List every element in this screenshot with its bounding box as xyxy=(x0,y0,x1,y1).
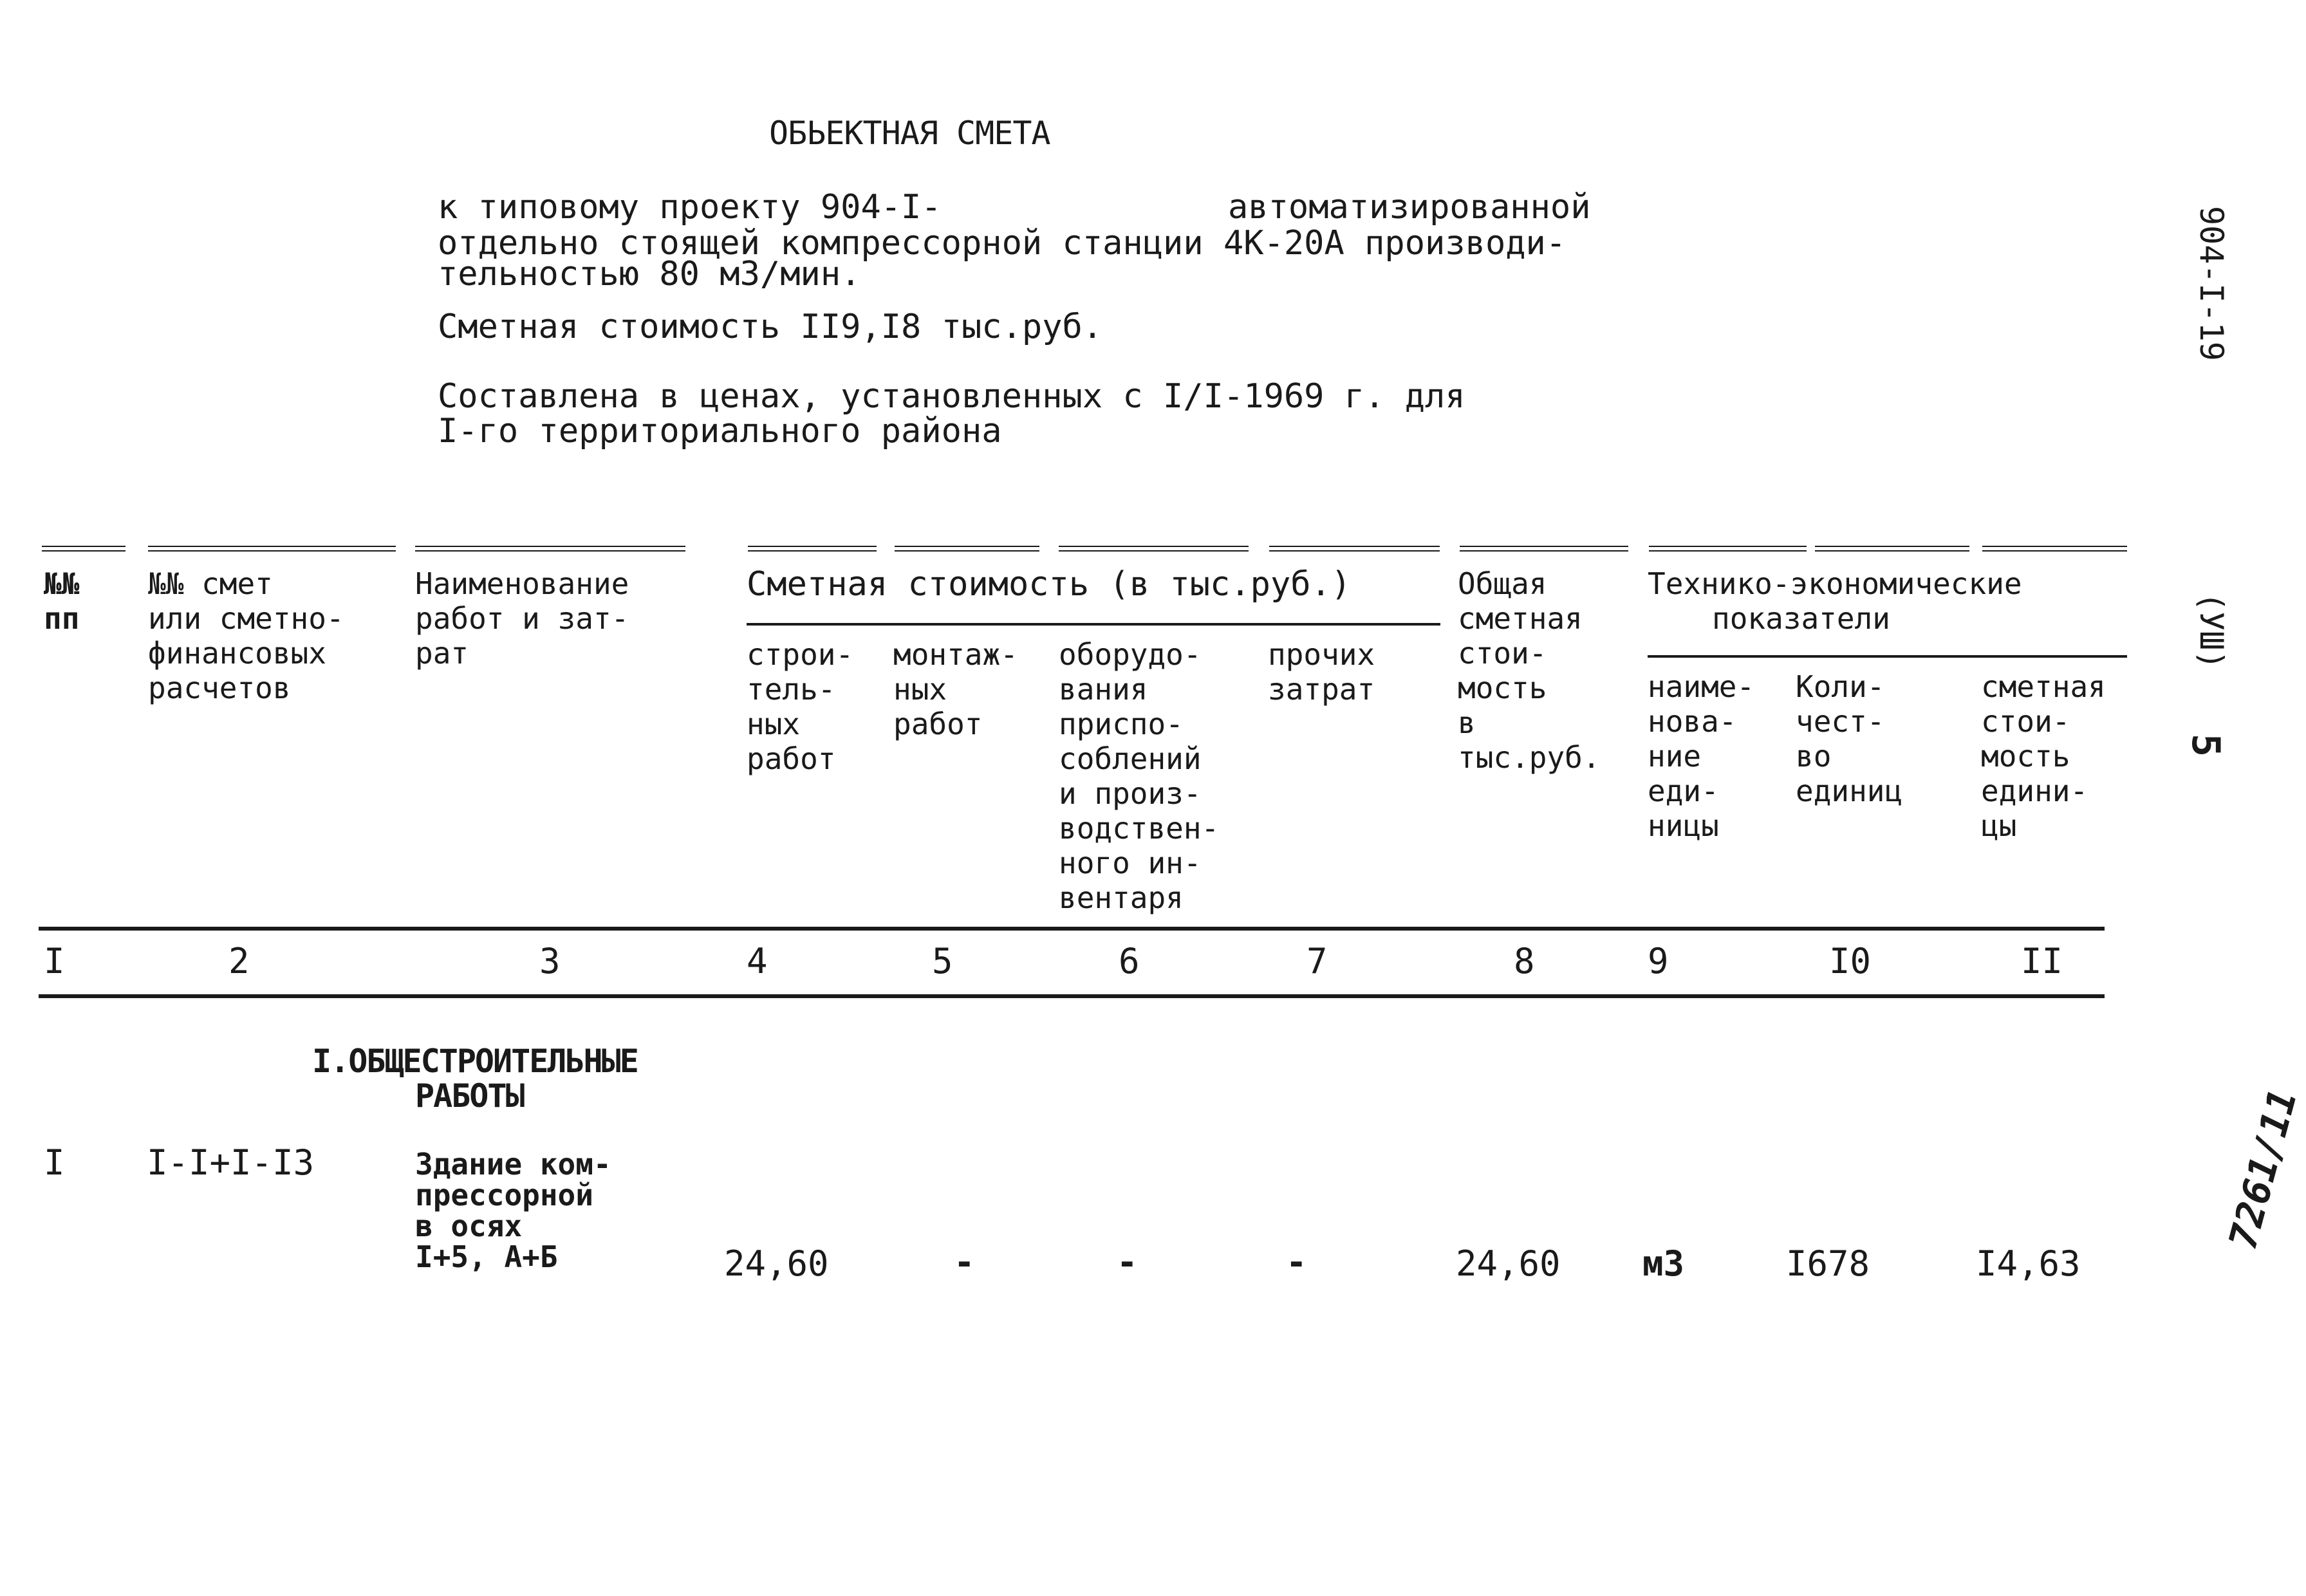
prices-line-1: Составлена в ценах, установленных с I/I-1969 г. для xyxy=(438,377,1465,416)
row-unit-cost: I4,63 xyxy=(1976,1243,2081,1284)
header-col-3: Наименование работ и зат- рат xyxy=(415,566,629,671)
numbers-bottom-rule xyxy=(39,994,2105,998)
colnum-4: 4 xyxy=(747,941,768,981)
colnum-11: II xyxy=(2021,941,2063,981)
header-col-7: прочих затрат xyxy=(1268,637,1375,707)
intro-line-2: отдельно стоящей компрессорной станции 4К-20А производи- xyxy=(438,224,1567,263)
header-col-4: строи- тель- ных работ xyxy=(747,637,854,776)
intro-line-1a: к типовому проекту 904-I- xyxy=(438,188,942,227)
row-installation-cost: - xyxy=(954,1242,975,1283)
header-col-10: Коли- чест- во единиц xyxy=(1796,669,1903,808)
header-col-1: №№ пп xyxy=(44,566,80,636)
header-col-2: №№ смет или сметно- финансовых расчетов xyxy=(148,566,344,705)
document-title: ОБЬЕКТНАЯ СМЕТА xyxy=(769,115,1050,152)
intro-line-1b: автоматизированной xyxy=(1228,188,1591,227)
row-unit: м3 xyxy=(1642,1243,1685,1284)
colnum-2: 2 xyxy=(228,941,250,981)
prices-line-2: I-го территориального района xyxy=(438,412,1002,450)
header-tech-group: Технико-экономические показатели xyxy=(1648,566,2022,636)
colnum-5: 5 xyxy=(932,941,953,981)
colnum-3: 3 xyxy=(539,941,561,981)
row-quantity: I678 xyxy=(1786,1243,1870,1284)
colnum-10: I0 xyxy=(1829,941,1872,981)
margin-sheet: 7261/11 xyxy=(2220,1084,2306,1254)
intro-line-3: тельностью 80 м3/мин. xyxy=(438,255,861,293)
margin-edition: (УШ) xyxy=(2193,592,2230,670)
header-col-11: сметная стои- мость едини- цы xyxy=(1981,669,2106,843)
estimated-cost: Сметная стоимость II9,I8 тыс.руб. xyxy=(438,308,1103,346)
row-number: I xyxy=(44,1142,65,1183)
row-name: Здание ком- прессорной в осях I+5, А+Б xyxy=(415,1147,611,1274)
header-bottom-rule xyxy=(39,927,2105,931)
colnum-7: 7 xyxy=(1306,941,1328,981)
header-col-8: Общая сметная стои- мость в тыс.руб. xyxy=(1458,566,1601,775)
row-construction-cost: 24,60 xyxy=(724,1243,829,1284)
section-heading: I.ОБЩЕСТРОИТЕЛЬНЫЕ РАБОТЫ xyxy=(312,1043,638,1115)
colnum-9: 9 xyxy=(1648,941,1669,981)
header-col-6: оборудо- вания приспо- соблений и произ- водствен- ного ин- вентаря xyxy=(1059,637,1220,915)
colnum-6: 6 xyxy=(1119,941,1140,981)
cost-group-rule xyxy=(747,623,1440,626)
header-cost-group: Сметная стоимость (в тыс.руб.) xyxy=(747,565,1352,604)
header-col-5: монтаж- ных работ xyxy=(893,637,1018,741)
tech-group-rule xyxy=(1648,655,2127,658)
header-col-9: наиме- нова- ние еди- ницы xyxy=(1648,669,1755,843)
colnum-8: 8 xyxy=(1514,941,1535,981)
margin-code: 904-I-19 xyxy=(2193,206,2230,361)
row-other-cost: - xyxy=(1286,1242,1307,1283)
margin-page: 5 xyxy=(2183,734,2228,757)
colnum-1: I xyxy=(44,941,65,981)
row-total-cost: 24,60 xyxy=(1456,1243,1561,1284)
row-estimates: I-I+I-I3 xyxy=(147,1142,315,1183)
row-equipment-cost: - xyxy=(1117,1242,1138,1283)
